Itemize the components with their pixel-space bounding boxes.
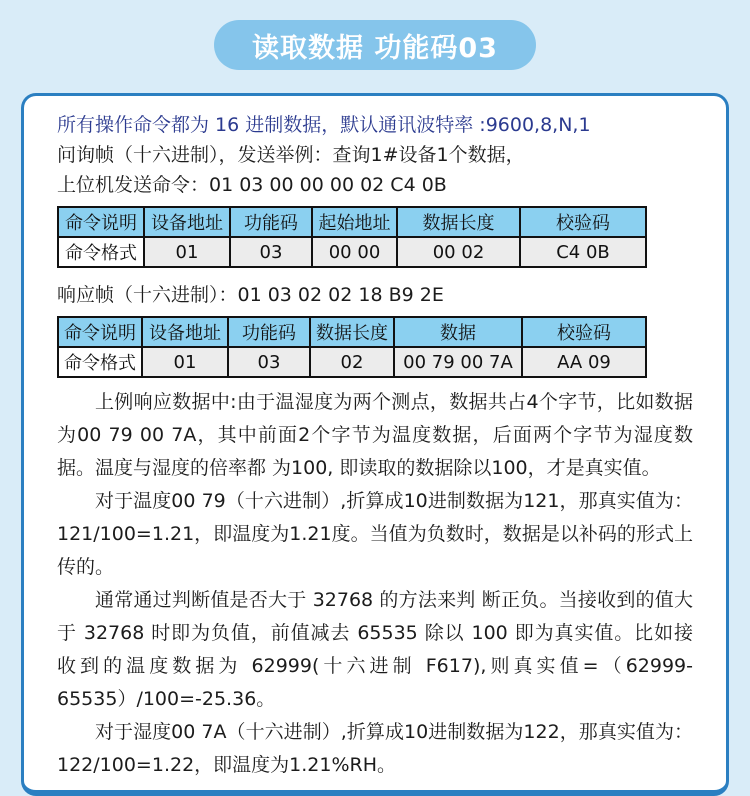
request-table <box>57 206 647 268</box>
response-frame-line: 响应帧（十六进制）：01 03 02 02 18 B9 2E <box>57 284 444 306</box>
request-table-header-data-len: 数据长度 <box>397 207 520 237</box>
request-table-cell-cmd-format: 命令格式 <box>58 237 144 267</box>
response-table-cell-checksum: AA 09 <box>522 347 646 377</box>
response-table <box>57 316 647 378</box>
response-table-header-device-addr: 设备地址 <box>142 317 228 347</box>
page-title-pill <box>214 20 536 70</box>
request-table-header-device-addr: 设备地址 <box>144 207 230 237</box>
request-table-header-cmd-desc: 命令说明 <box>58 207 144 237</box>
request-table-header-row <box>58 207 646 237</box>
intro-line-query-frame: 问询帧（十六进制），发送举例：查询1#设备1个数据， <box>57 144 525 166</box>
response-table-header-func-code: 功能码 <box>228 317 310 347</box>
response-table-header-checksum: 校验码 <box>522 317 646 347</box>
intro-line-baudrate: 所有操作命令都为 16 进制数据，默认通讯波特率 :9600,8,N,1 <box>57 114 591 136</box>
request-table-cell-checksum: C4 0B <box>520 237 646 267</box>
intro-line-send-command: 上位机发送命令：01 03 00 00 00 02 C4 0B <box>57 174 447 196</box>
paragraph-temperature-conversion: 对于温度00 79（十六进制）,折算成10进制数据为121，那真实值为：121/100=1.21，即温度为1.21度。当值为负数时，数据是以补码的形式上传的。 <box>57 490 693 578</box>
request-table-cell-start-addr: 00 00 <box>312 237 397 267</box>
paragraph-negative-value-rule: 通常通过判断值是否大于 32768 的方法来判 断正负。当接收到的值大于 32768 时即为负值，前值减去 65535 除以 100 即为真实值。比如接 收到的温度数据为 62999(十六进制 F617),则真实值=（62999-65535）/100=-25.36。 <box>57 589 693 710</box>
request-table-cell-func-code: 03 <box>230 237 312 267</box>
content-card <box>21 93 729 796</box>
request-table-header-func-code: 功能码 <box>230 207 312 237</box>
request-table-cell-device-addr: 01 <box>144 237 230 267</box>
response-table-cell-data-len: 02 <box>310 347 394 377</box>
request-table-header-start-addr: 起始地址 <box>312 207 397 237</box>
paragraph-humidity-conversion: 对于湿度00 7A（十六进制）,折算成10进制数据为122，那真实值为：122/100=1.22，即温度为1.21%RH。 <box>57 721 693 776</box>
request-table-data-row <box>58 237 646 267</box>
request-table-cell-data-len: 00 02 <box>397 237 520 267</box>
response-table-header-data-len: 数据长度 <box>310 317 394 347</box>
response-table-header-cmd-desc: 命令说明 <box>58 317 142 347</box>
response-table-cell-device-addr: 01 <box>142 347 228 377</box>
response-table-data-row <box>58 347 646 377</box>
page-title: 读取数据 功能码03 <box>252 32 498 64</box>
response-table-header-data: 数据 <box>394 317 522 347</box>
request-table-header-checksum: 校验码 <box>520 207 646 237</box>
paragraph-response-data-explanation: 上例响应数据中:由于温湿度为两个测点，数据共占4个字节，比如数据为00 79 00 7A，其中前面2个字节为温度数据，后面两个字节为湿度数据。温度与湿度的倍率都 为100, 即读取的数据除以100，才是真实值。 <box>57 391 693 479</box>
response-table-cell-func-code: 03 <box>228 347 310 377</box>
response-table-cell-data: 00 79 00 7A <box>394 347 522 377</box>
response-table-header-row <box>58 317 646 347</box>
response-table-cell-cmd-format: 命令格式 <box>58 347 142 377</box>
